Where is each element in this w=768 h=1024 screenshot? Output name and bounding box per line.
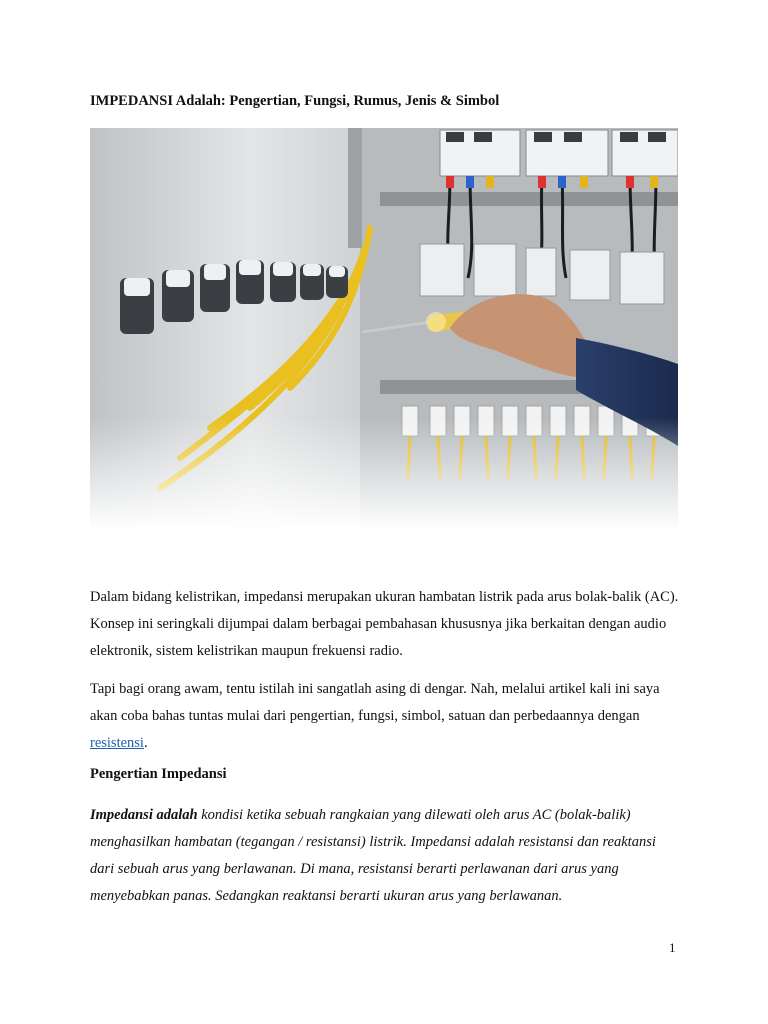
second-paragraph-text: Tapi bagi orang awam, tentu istilah ini sangatlah asing di dengar. Nah, melalui artikel kali ini saya akan coba bahas tuntas mulai dari pengertian, fungsi, simbol, satuan dan perbedaannya dengan xyxy=(90,681,660,724)
definition-paragraph xyxy=(90,802,680,910)
second-paragraph-end: . xyxy=(143,735,148,751)
page-number: 1 xyxy=(669,940,676,955)
document-title: IMPEDANSI Adalah: Pengertian, Fungsi, Rumus, Jenis & Simbol xyxy=(90,93,500,109)
definition-term: Impedansi adalah xyxy=(90,807,198,823)
second-paragraph xyxy=(90,676,680,757)
electrician-panel-photo xyxy=(90,128,678,530)
intro-paragraph: Dalam bidang kelistrikan, impedansi merupakan ukuran hambatan listrik pada arus bolak-balik (AC). Konsep ini seringkali dijumpai dalam berbagai pembahasan khususnya jika berkaitan dengan audio elektronik, sistem kelistrikan maupun frekuensi radio. xyxy=(90,589,679,659)
resistensi-link[interactable]: resistensi xyxy=(90,735,144,751)
section-heading: Pengertian Impedansi xyxy=(90,766,227,782)
definition-text: kondisi ketika sebuah rangkaian yang dilewati oleh arus AC (bolak-balik) menghasilkan hambatan (tegangan / resistansi) listrik. Impedansi adalah resistansi dan reaktansi dari sebuah arus yang berlawanan. Di mana, resistansi berarti perlawanan dari arus yang menyebabkan panas. Sedangkan reaktansi berarti ukuran arus yang berlawanan. xyxy=(90,807,656,904)
